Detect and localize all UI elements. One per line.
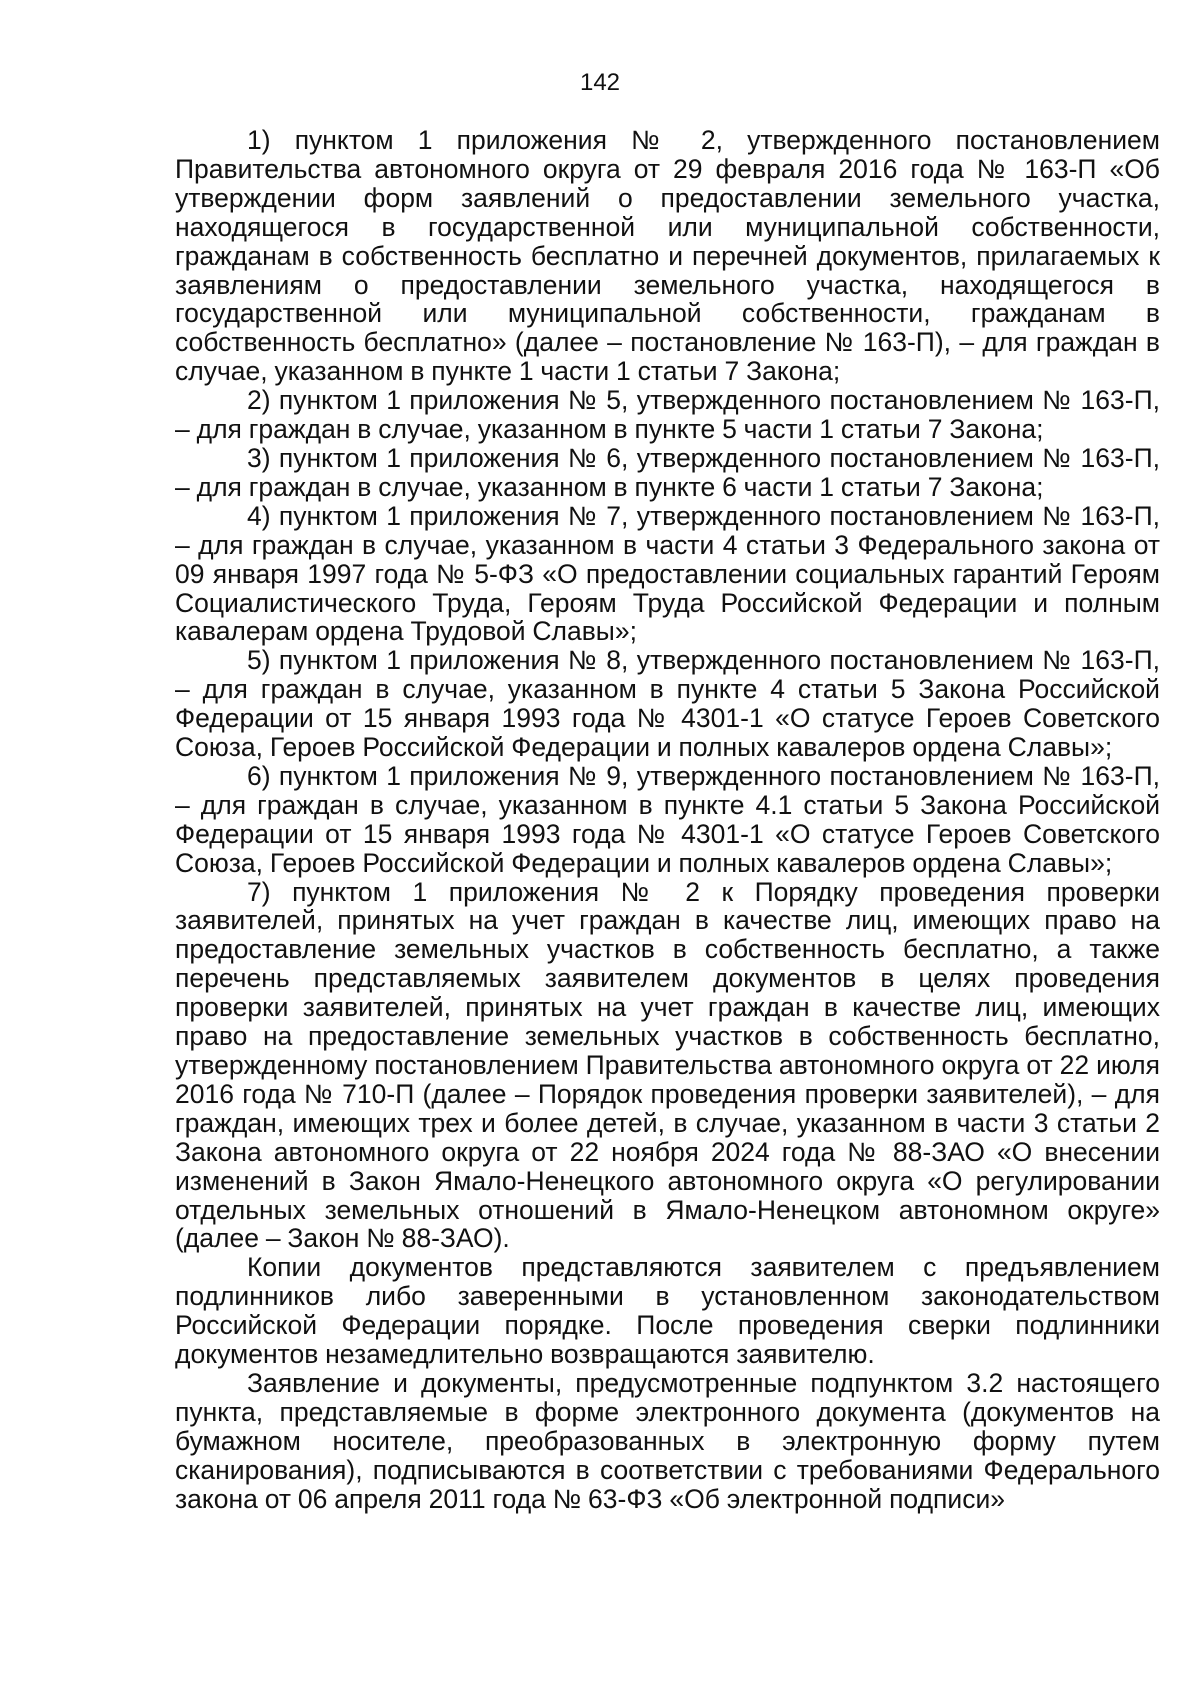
paragraph-item-3: 3) пунктом 1 приложения № 6, утвержденного постановлением № 163-П, – для граждан в случае, указанном в пункте 6 части 1 статьи 7 Закона;	[175, 442, 1160, 502]
paragraph-item-4: 4) пунктом 1 приложения № 7, утвержденного постановлением № 163-П, – для граждан в случае, указанном в части 4 статьи 3 Федерального закона от 09 января 1997 года № 5-ФЗ «О предоставлении социальных гарантий Героям Социалистического Труда, Героям Труда Российской Федерации и полным кавалерам ордена Трудовой Славы»;	[175, 500, 1160, 647]
paragraph-item-2: 2) пунктом 1 приложения № 5, утвержденного постановлением № 163-П, – для граждан в случае, указанном в пункте 5 части 1 статьи 7 Закона;	[175, 385, 1160, 445]
paragraph-electronic: Заявление и документы, предусмотренные подпунктом 3.2 настоящего пункта, представляемые в форме электронного документа (документов на бумажном носителе, преобразованных в электронную форму путем сканирования), подписываются в соответствии с требованиями Федерального закона от 06 апреля 2011 года № 63-ФЗ «Об электронной подписи»	[175, 1367, 1160, 1514]
document-body	[175, 126, 1160, 1514]
paragraph-item-1: 1) пунктом 1 приложения № 2, утвержденного постановлением Правительства автономного округа от 29 февраля 2016 года № 163-П «Об утверждении форм заявлений о предоставлении земельного участка, находящегося в государственной или муниципальной собственности, гражданам в собственность бесплатно и перечней документов, прилагаемых к заявлениям о предоставлении земельного участка, находящегося в государственной или муниципальной собственности, гражданам в собственность бесплатно» (далее – постановление № 163-П), – для граждан в случае, указанном в пункте 1 части 1 статьи 7 Закона;	[175, 125, 1160, 387]
paragraph-item-7: 7) пунктом 1 приложения № 2 к Порядку проведения проверки заявителей, принятых на учет граждан в качестве лиц, имеющих право на предоставление земельных участков в собственность бесплатно, а также перечень представляемых заявителем документов в целях проведения проверки заявителей, принятых на учет граждан в качестве лиц, имеющих право на предоставление земельных участков в собственность бесплатно, утвержденному постановлением Правительства автономного округа от 22 июля 2016 года № 710-П (далее – Порядок проведения проверки заявителей), – для граждан, имеющих трех и более детей, в случае, указанном в части 3 статьи 2 Закона автономного округа от 22 ноября 2024 года № 88-ЗАО «О внесении изменений в Закон Ямало-Ненецкого автономного округа «О регулировании отдельных земельных отношений в Ямало-Ненецком автономном округе» (далее – Закон № 88-ЗАО).	[175, 876, 1160, 1254]
page-number: 142	[579, 69, 621, 96]
paragraph-item-6: 6) пунктом 1 приложения № 9, утвержденного постановлением № 163-П, – для граждан в случае, указанном в пункте 4.1 статьи 5 Закона Российской Федерации от 15 января 1993 года № 4301-1 «О статусе Героев Советского Союза, Героев Российской Федерации и полных кавалеров ордена Славы»;	[175, 760, 1160, 878]
paragraph-copies: Копии документов представляются заявителем с предъявлением подлинников либо заверенными в установленном законодательством Российской Федерации порядке. После проведения сверки подлинники документов незамедлительно возвращаются заявителю.	[175, 1252, 1160, 1370]
paragraph-item-5: 5) пунктом 1 приложения № 8, утвержденного постановлением № 163-П, – для граждан в случае, указанном в пункте 4 статьи 5 Закона Российской Федерации от 15 января 1993 года № 4301-1 «О статусе Героев Советского Союза, Героев Российской Федерации и полных кавалеров ордена Славы»;	[175, 645, 1160, 763]
